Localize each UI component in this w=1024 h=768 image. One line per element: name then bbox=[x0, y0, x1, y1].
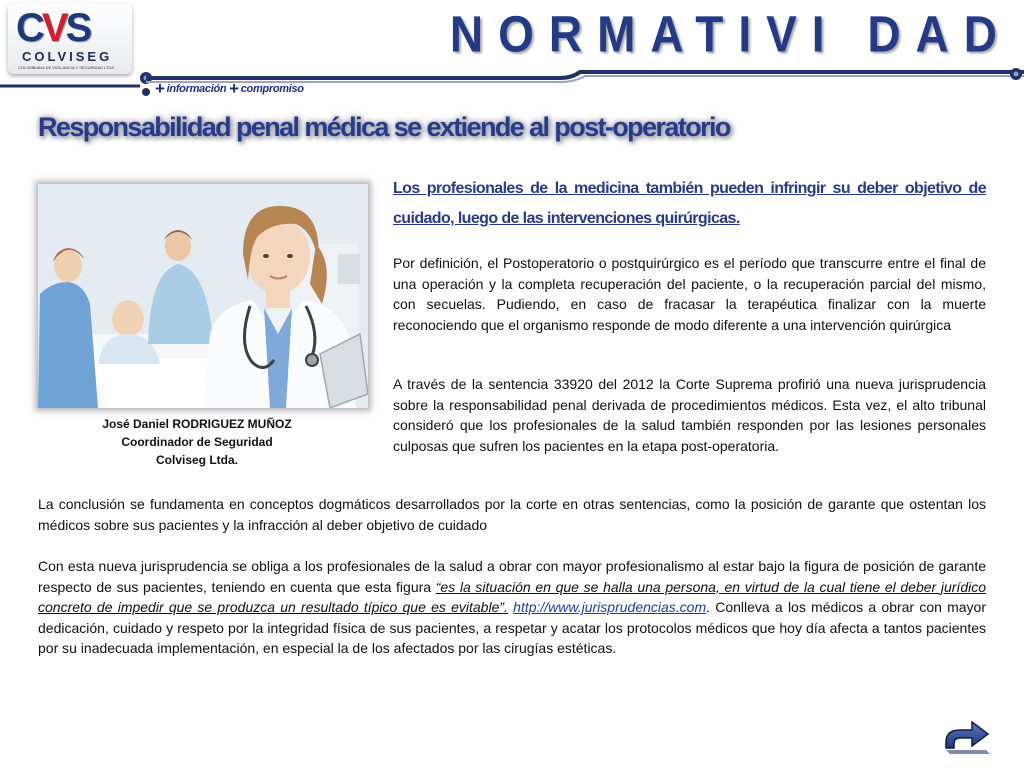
paragraph-4-intro: Con esta nueva jurisprudencia se obliga a los profesionales de la salud a obrar con mayor profesionalismo al estar bajo la figura de posición de garante respecto de sus pacientes, teniendo en cuenta que esta figura bbox=[38, 558, 986, 595]
plus-icon: + bbox=[155, 79, 165, 98]
author-role: Coordinador de Seguridad bbox=[121, 435, 273, 449]
logo-mark bbox=[16, 6, 89, 51]
next-arrow-button[interactable] bbox=[938, 704, 994, 760]
jurisprudencias-link[interactable]: http://www.jurisprudencias.com bbox=[513, 599, 707, 615]
article-subheadline: Los profesionales de la medicina también pueden infringir su deber objetivo de cuidado, luego de las intervenciones quirúrgicas. bbox=[393, 180, 986, 227]
photo-caption bbox=[70, 415, 324, 469]
paragraph-4-quote: “es la situación en que se halla una persona, en virtud de la cual tiene el deber jurídico concreto de impedir que se produzca un resultado típico que es evitable”. bbox=[38, 578, 986, 615]
logo-company-name: COLVISEG bbox=[22, 49, 113, 64]
logo-letter-c: C bbox=[16, 6, 42, 50]
article-paragraph-4 bbox=[38, 556, 986, 659]
author-name: José Daniel RODRIGUEZ MUÑOZ bbox=[102, 417, 292, 431]
article-paragraph-1: Por definición, el Postoperatorio o postquirúrgico es el período que transcurre entre el final de una operación y la completa recuperación del paciente, o la recuperación parcial del mismo, con secuelas. Pudiendo, en caso de fracasar la terapéutica finalizar con la muerte reconociendo que el organismo responde de modo diferente a una intervención quirúrgica bbox=[393, 255, 986, 333]
article-paragraph-2: A través de la sentencia 33920 del 2012 la Corte Suprema profirió una nueva jurisprudencia sobre la responsabilidad penal derivada de procedimientos médicos. Esta vez, el alto tribunal consideró que los profesionales de la salud también responden por las lesiones personales culposas que sufren los pacientes en la etapa post-operatoria. bbox=[393, 376, 986, 454]
article-photo bbox=[38, 184, 368, 408]
slogan-item-compromiso: compromiso bbox=[240, 83, 304, 95]
author-company: Colviseg Ltda. bbox=[155, 453, 238, 467]
section-title: NORMATIVI DAD bbox=[449, 5, 1012, 63]
next-arrow-icon bbox=[938, 704, 994, 760]
article-headline: Responsabilidad penal médica se extiende al post-operatorio bbox=[38, 112, 730, 142]
article-paragraph-3: La conclusión se fundamenta en conceptos dogmáticos desarrollados por la corte en otras sentencias, como la posición de garante que ostentan los médicos sobre sus pacientes y la infracción al deber objetivo de cuidado bbox=[38, 496, 986, 533]
logo-letter-s: S bbox=[65, 6, 90, 50]
plus-icon: + bbox=[229, 79, 239, 98]
logo-company-subtitle: COLOMBIANA DE VIGILANCIA Y SEGURIDAD LTDA bbox=[18, 65, 115, 70]
slogan-item-informacion: información bbox=[166, 83, 227, 95]
logo-letter-v: V bbox=[41, 6, 66, 50]
slogan bbox=[155, 79, 304, 99]
paragraph-4-rest: . Conlleva a los médicos a obrar con mayor dedicación, cuidado y respeto por la integridad física de sus pacientes, a respetar y acatar los protocolos médicos que hoy día afecta a tantos pacientes por su inadecuada implementación, en especial la de los afectados por las cirugías estéticas. bbox=[38, 599, 987, 656]
header-divider-line bbox=[0, 62, 1024, 98]
doctor-illustration bbox=[38, 184, 368, 408]
